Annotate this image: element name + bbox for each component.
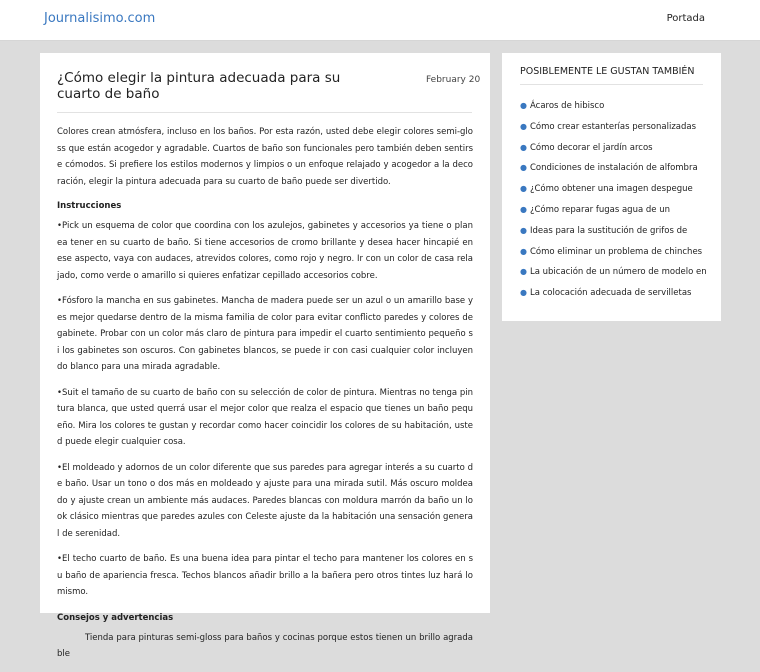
instruction-step: •Fósforo la mancha en sus gabinetes. Mancha de madera puede ser un azul o un amarillo base y es mejor quedarse dentro de la misma familia de color para evitar conflicto paredes y colores de gabinete. Probar con un color más claro de pintura para impedir el cuarto sentimiento pequeño si los gabinetes son oscuros. Con gabinetes blancos, se puede ir con casi cualquier color incluyendo blanco para una mirada agradable. (57, 296, 473, 372)
instruction-step: •Pick un esquema de color que coordina con los azulejos, gabinetes y accesorios ya tiene o planea tener en su cuarto de baño. Si tiene accesorios de cromo brillante y desea hacer hincapié en ese aspecto, vaya con audaces, atrevidos colores, como rojo y negro. Ir con un color de casa relajado, como verde o amarillo si quieres enfatizar cepillado accesorios cobre. (57, 221, 473, 281)
related-item (520, 201, 715, 222)
related-link[interactable]: Cómo eliminar un problema de chinches (529, 246, 703, 257)
article-body (57, 124, 473, 672)
related-link[interactable]: Cómo crear estanterías personalizadas (529, 121, 697, 132)
bullet-icon: ● (520, 121, 527, 131)
related-link[interactable]: La colocación adecuada de servilletas (529, 288, 692, 299)
related-item (520, 222, 715, 243)
related-item (520, 284, 715, 305)
bullet-icon: ● (520, 267, 527, 277)
bullet-icon: ● (520, 142, 527, 152)
related-sidebar (502, 53, 721, 321)
sidebar-divider (520, 84, 703, 85)
related-link[interactable]: Ácaros de hibisco (529, 101, 605, 111)
related-item (520, 159, 715, 180)
related-item (520, 180, 715, 201)
nav-home-link[interactable]: Portada (666, 13, 705, 24)
title-divider (57, 112, 472, 113)
site-header (0, 0, 760, 41)
related-item (520, 118, 715, 139)
instruction-step: •El moldeado y adornos de un color diferente que sus paredes para agregar interés a su cuarto de baño. Usar un tono o dos más en moldeado y ajuste para una mirada sutil. Más oscuro moldeado y ajuste crean un ambiente más audaces. Paredes blancas con moldura marrón da baño un look clásico mientras que paredes azules con Celeste ajuste da la habitación una sensación general de serenidad. (57, 462, 473, 539)
related-link[interactable]: Condiciones de instalación de alfombra (529, 163, 698, 174)
related-item (520, 243, 715, 264)
instruction-step: •Suit el tamaño de su cuarto de baño con su selección de color de pintura. Mientras no tenga pintura blanca, que usted querrá usar el mejor color que realza el espacio que tienes un baño pequeño. Mira los colores te gustan y recordar como hacer coincidir los colores de su habitación, usted puede elegir cualquier cosa. (57, 387, 473, 447)
bullet-icon: ● (520, 288, 527, 298)
instructions-heading: Instrucciones (57, 201, 122, 211)
sidebar-title: POSIBLEMENTE LE GUSTAN TAMBIÉN (520, 66, 695, 77)
related-item (520, 263, 715, 284)
related-list (520, 97, 715, 305)
bullet-icon: ● (520, 101, 527, 110)
related-link[interactable]: ¿Cómo obtener una imagen despegue (529, 184, 693, 195)
article-title: ¿Cómo elegir la pintura adecuada para su cuarto de baño (57, 70, 341, 102)
article-intro: Colores crean atmósfera, incluso en los baños. Por esta razón, usted debe elegir colores semi-gloss que están acogedor y agradable. Cuartos de baño son funcionales pero también deben sentirse cómodos. Si prefiere los estilos modernos y limpios o un enfoque relajado y acogedor a la decoración, elegir la pintura adecuada para su cuarto de baño puede ser divertido. (57, 127, 473, 187)
related-link[interactable]: Cómo decorar el jardín arcos (529, 142, 653, 153)
bullet-icon: ● (520, 163, 527, 173)
article-date: February 20 (426, 75, 481, 85)
related-link[interactable]: ¿Cómo reparar fugas agua de un (529, 204, 670, 215)
tip-text: Tienda para pinturas semi-gloss para baños y cocinas porque estos tienen un brillo agradable (57, 632, 473, 659)
related-link[interactable]: Ideas para la sustitución de grifos de (529, 225, 688, 236)
related-item (520, 139, 715, 160)
article-card (40, 53, 490, 659)
bullet-icon: ● (520, 246, 527, 256)
instruction-step: •El techo cuarto de baño. Es una buena idea para pintar el techo para mantener los colores en su baño de apariencia fresca. Techos blancos añadir brillo a la bañera pero otros tintes luz hará lo mismo. (57, 554, 473, 597)
tips-heading: Consejos y advertencias (57, 612, 174, 623)
related-item (520, 97, 715, 118)
bullet-icon: ● (520, 225, 527, 235)
related-link[interactable]: La ubicación de un número de modelo en (529, 267, 707, 278)
bullet-icon: ● (520, 184, 527, 194)
site-logo-link[interactable]: Journalisimo.com (44, 11, 156, 26)
bullet-icon: ● (520, 204, 527, 214)
